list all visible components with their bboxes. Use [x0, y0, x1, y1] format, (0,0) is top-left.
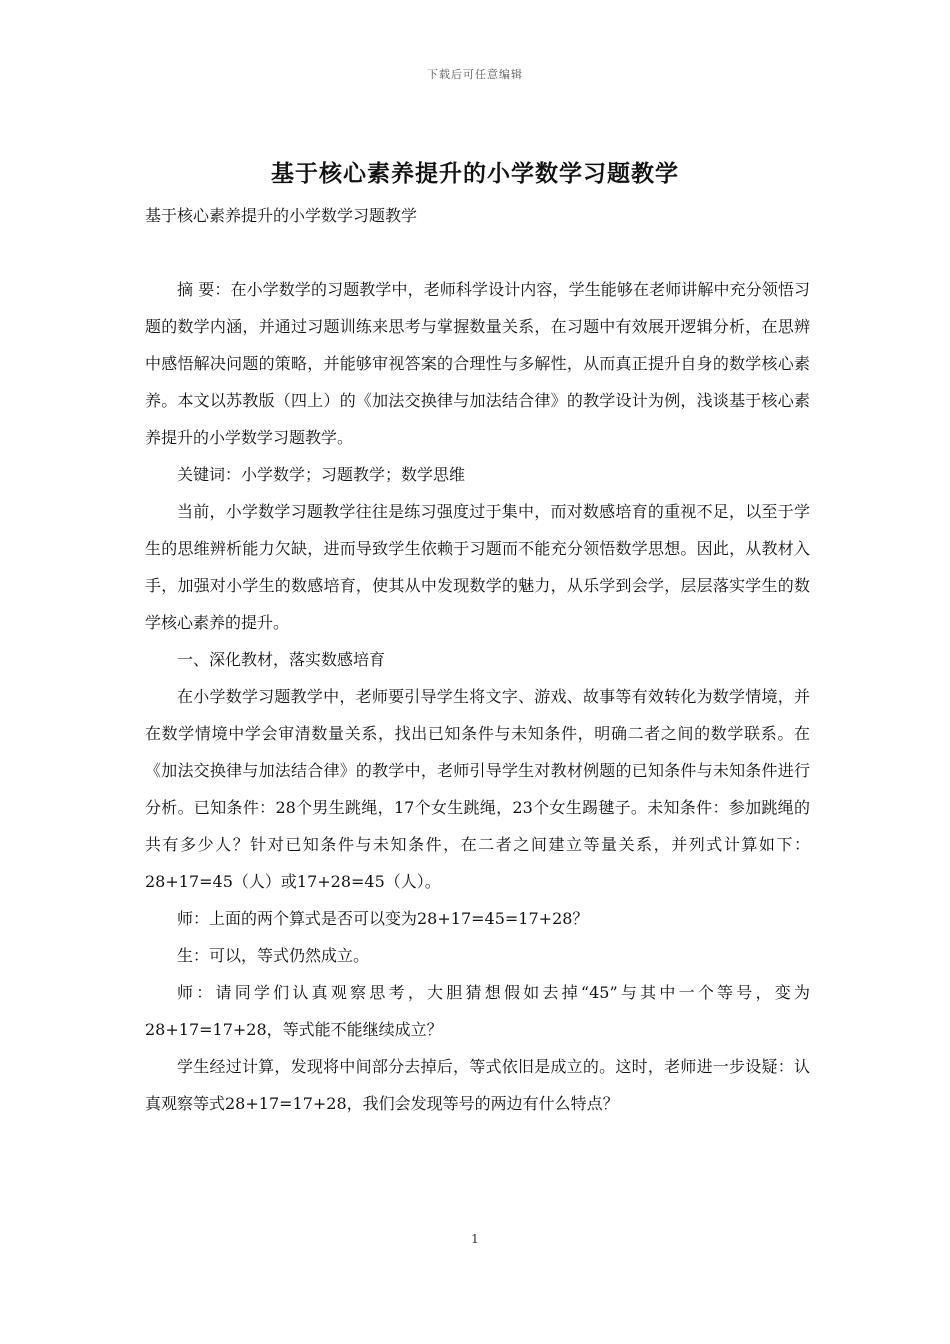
- dialogue-student-1: 生：可以，等式仍然成立。: [177, 946, 370, 965]
- body-paragraph: 在小学数学习题教学中，老师要引导学生将文字、游戏、故事等有效转化为数学情境，并在数学情境中学会审清数量关系，找出已知条件与未知条件，明确二者之间的数学联系。在《加法交换律与加法结合律》的教学中，老师引导学生对教材例题的已知条件与未知条件进行分析。已知条件：28个男生跳绳，17个女生跳绳，23个女生踢毽子。未知条件：参加跳绳的共有多少人？针对已知条件与未知条件，在二者之间建立等量关系，并列式计算如下：28+17=45（人）或17+28=45（人）。: [145, 687, 810, 891]
- document-body: [145, 271, 810, 1122]
- dialogue-teacher-2: 师：请同学们认真观察思考，大胆猜想假如去掉“45”与其中一个等号，变为28+17=17+28，等式能不能继续成立？: [145, 983, 810, 1039]
- dialogue-teacher-1: 师：上面的两个算式是否可以变为28+17=45=17+28？: [177, 909, 589, 928]
- document-subtitle: 基于核心素养提升的小学数学习题教学: [145, 206, 418, 225]
- section-heading: 一、深化教材，落实数感培育: [177, 650, 386, 669]
- intro-paragraph: 当前，小学数学习题教学往往是练习强度过于集中，而对数感培育的重视不足，以至于学生的思维辨析能力欠缺，进而导致学生依赖于习题而不能充分领悟数学思想。因此，从教材入手，加强对小学生的数感培育，使其从中发现数学的魅力，从乐学到会学，层层落实学生的数学核心素养的提升。: [145, 502, 810, 632]
- page-number: 1: [471, 1232, 479, 1246]
- page-header: 下载后可任意编辑: [427, 68, 523, 81]
- body-paragraph: 学生经过计算，发现将中间部分去掉后，等式依旧是成立的。这时，老师进一步设疑：认真观察等式28+17=17+28，我们会发现等号的两边有什么特点？: [145, 1057, 810, 1113]
- document-title: 基于核心素养提升的小学数学习题教学: [271, 160, 679, 187]
- abstract-paragraph: 摘 要：在小学数学的习题教学中，老师科学设计内容，学生能够在老师讲解中充分领悟习题的数学内涵，并通过习题训练来思考与掌握数量关系，在习题中有效展开逻辑分析，在思辨中感悟解决问题的策略，并能够审视答案的合理性与多解性，从而真正提升自身的数学核心素养。本文以苏教版（四上）的《加法交换律与加法结合律》的教学设计为例，浅谈基于核心素养提升的小学数学习题教学。: [145, 280, 810, 447]
- keywords-paragraph: 关键词：小学数学；习题教学；数学思维: [177, 465, 466, 484]
